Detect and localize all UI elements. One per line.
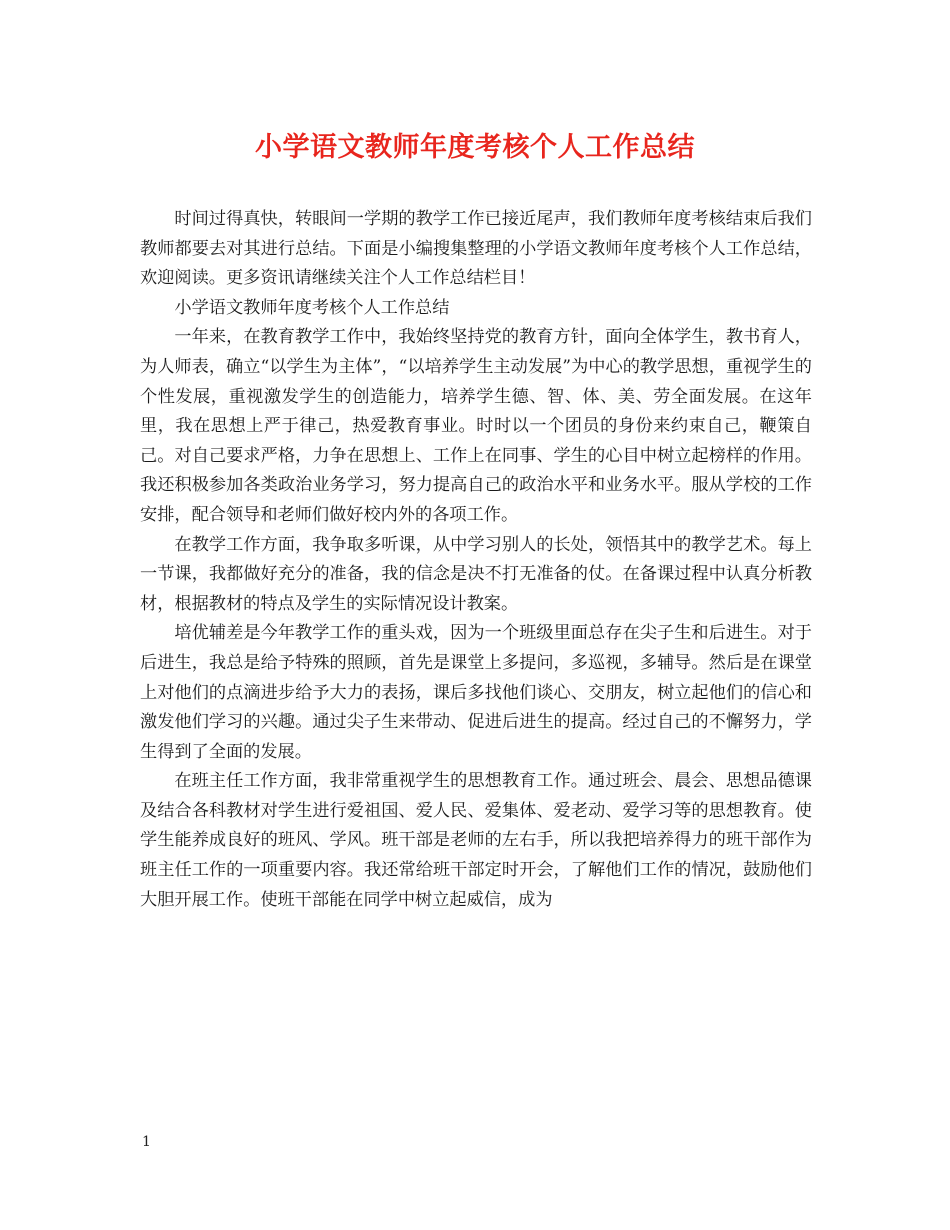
paragraph-class-management: 在班主任工作方面，我非常重视学生的思想教育工作。通过班会、晨会、思想品德课及结合各科教材对学生进行爱祖国、爱人民、爱集体、爱老动、爱学习等的思想教育。使学生能养成良好的班风、学风。班干部是老师的左右手，所以我把培养得力的班干部作为班主任工作的一项重要内容。我还常给班干部定时开会，了解他们工作的情况，鼓励他们大胆开展工作。使班干部能在同学中树立起威信，成为 — [140, 771, 812, 910]
paragraph-teaching: 在教学工作方面，我争取多听课，从中学习别人的长处，领悟其中的教学艺术。每上一节课，我都做好充分的准备，我的信念是决不打无准备的仗。在备课过程中认真分析教材，根据教材的特点及学生的实际情况设计教案。 — [140, 534, 812, 614]
paragraph-subtitle: 小学语文教师年度考核个人工作总结 — [174, 297, 450, 318]
document-title: 小学语文教师年度考核个人工作总结 — [255, 132, 695, 163]
page-number: 1 — [142, 1134, 151, 1150]
paragraph-ideology: 一年来，在教育教学工作中，我始终坚持党的教育方针，面向全体学生，教书育人，为人师表，确立“以学生为主体”，“以培养学生主动发展”为中心的教学思想，重视学生的个性发展，重视激发学生的创造能力，培养学生德、智、体、美、劳全面发展。在这年里，我在思想上严于律己，热爱教育事业。时时以一个团员的身份来约束自己，鞭策自己。对自己要求严格，力争在思想上、工作上在同事、学生的心目中树立起榜样的作用。我还积极参加各类政治业务学习，努力提高自己的政治水平和业务水平。服从学校的工作安排，配合领导和老师们做好校内外的各项工作。 — [140, 327, 812, 525]
paragraph-intro: 时间过得真快，转眼间一学期的教学工作已接近尾声，我们教师年度考核结束后我们教师都要去对其进行总结。下面是小编搜集整理的小学语文教师年度考核个人工作总结，欢迎阅读。更多资讯请继续关注个人工作总结栏目！ — [140, 209, 812, 289]
paragraph-tutoring: 培优辅差是今年教学工作的重头戏，因为一个班级里面总存在尖子生和后进生。对于后进生，我总是给予特殊的照顾，首先是课堂上多提问，多巡视，多辅导。然后是在课堂上对他们的点滴进步给予大力的表扬，课后多找他们谈心、交朋友，树立起他们的信心和激发他们学习的兴趣。通过尖子生来带动、促进后进生的提高。经过自己的不懈努力，学生得到了全面的发展。 — [140, 623, 812, 762]
document-body — [140, 205, 812, 915]
